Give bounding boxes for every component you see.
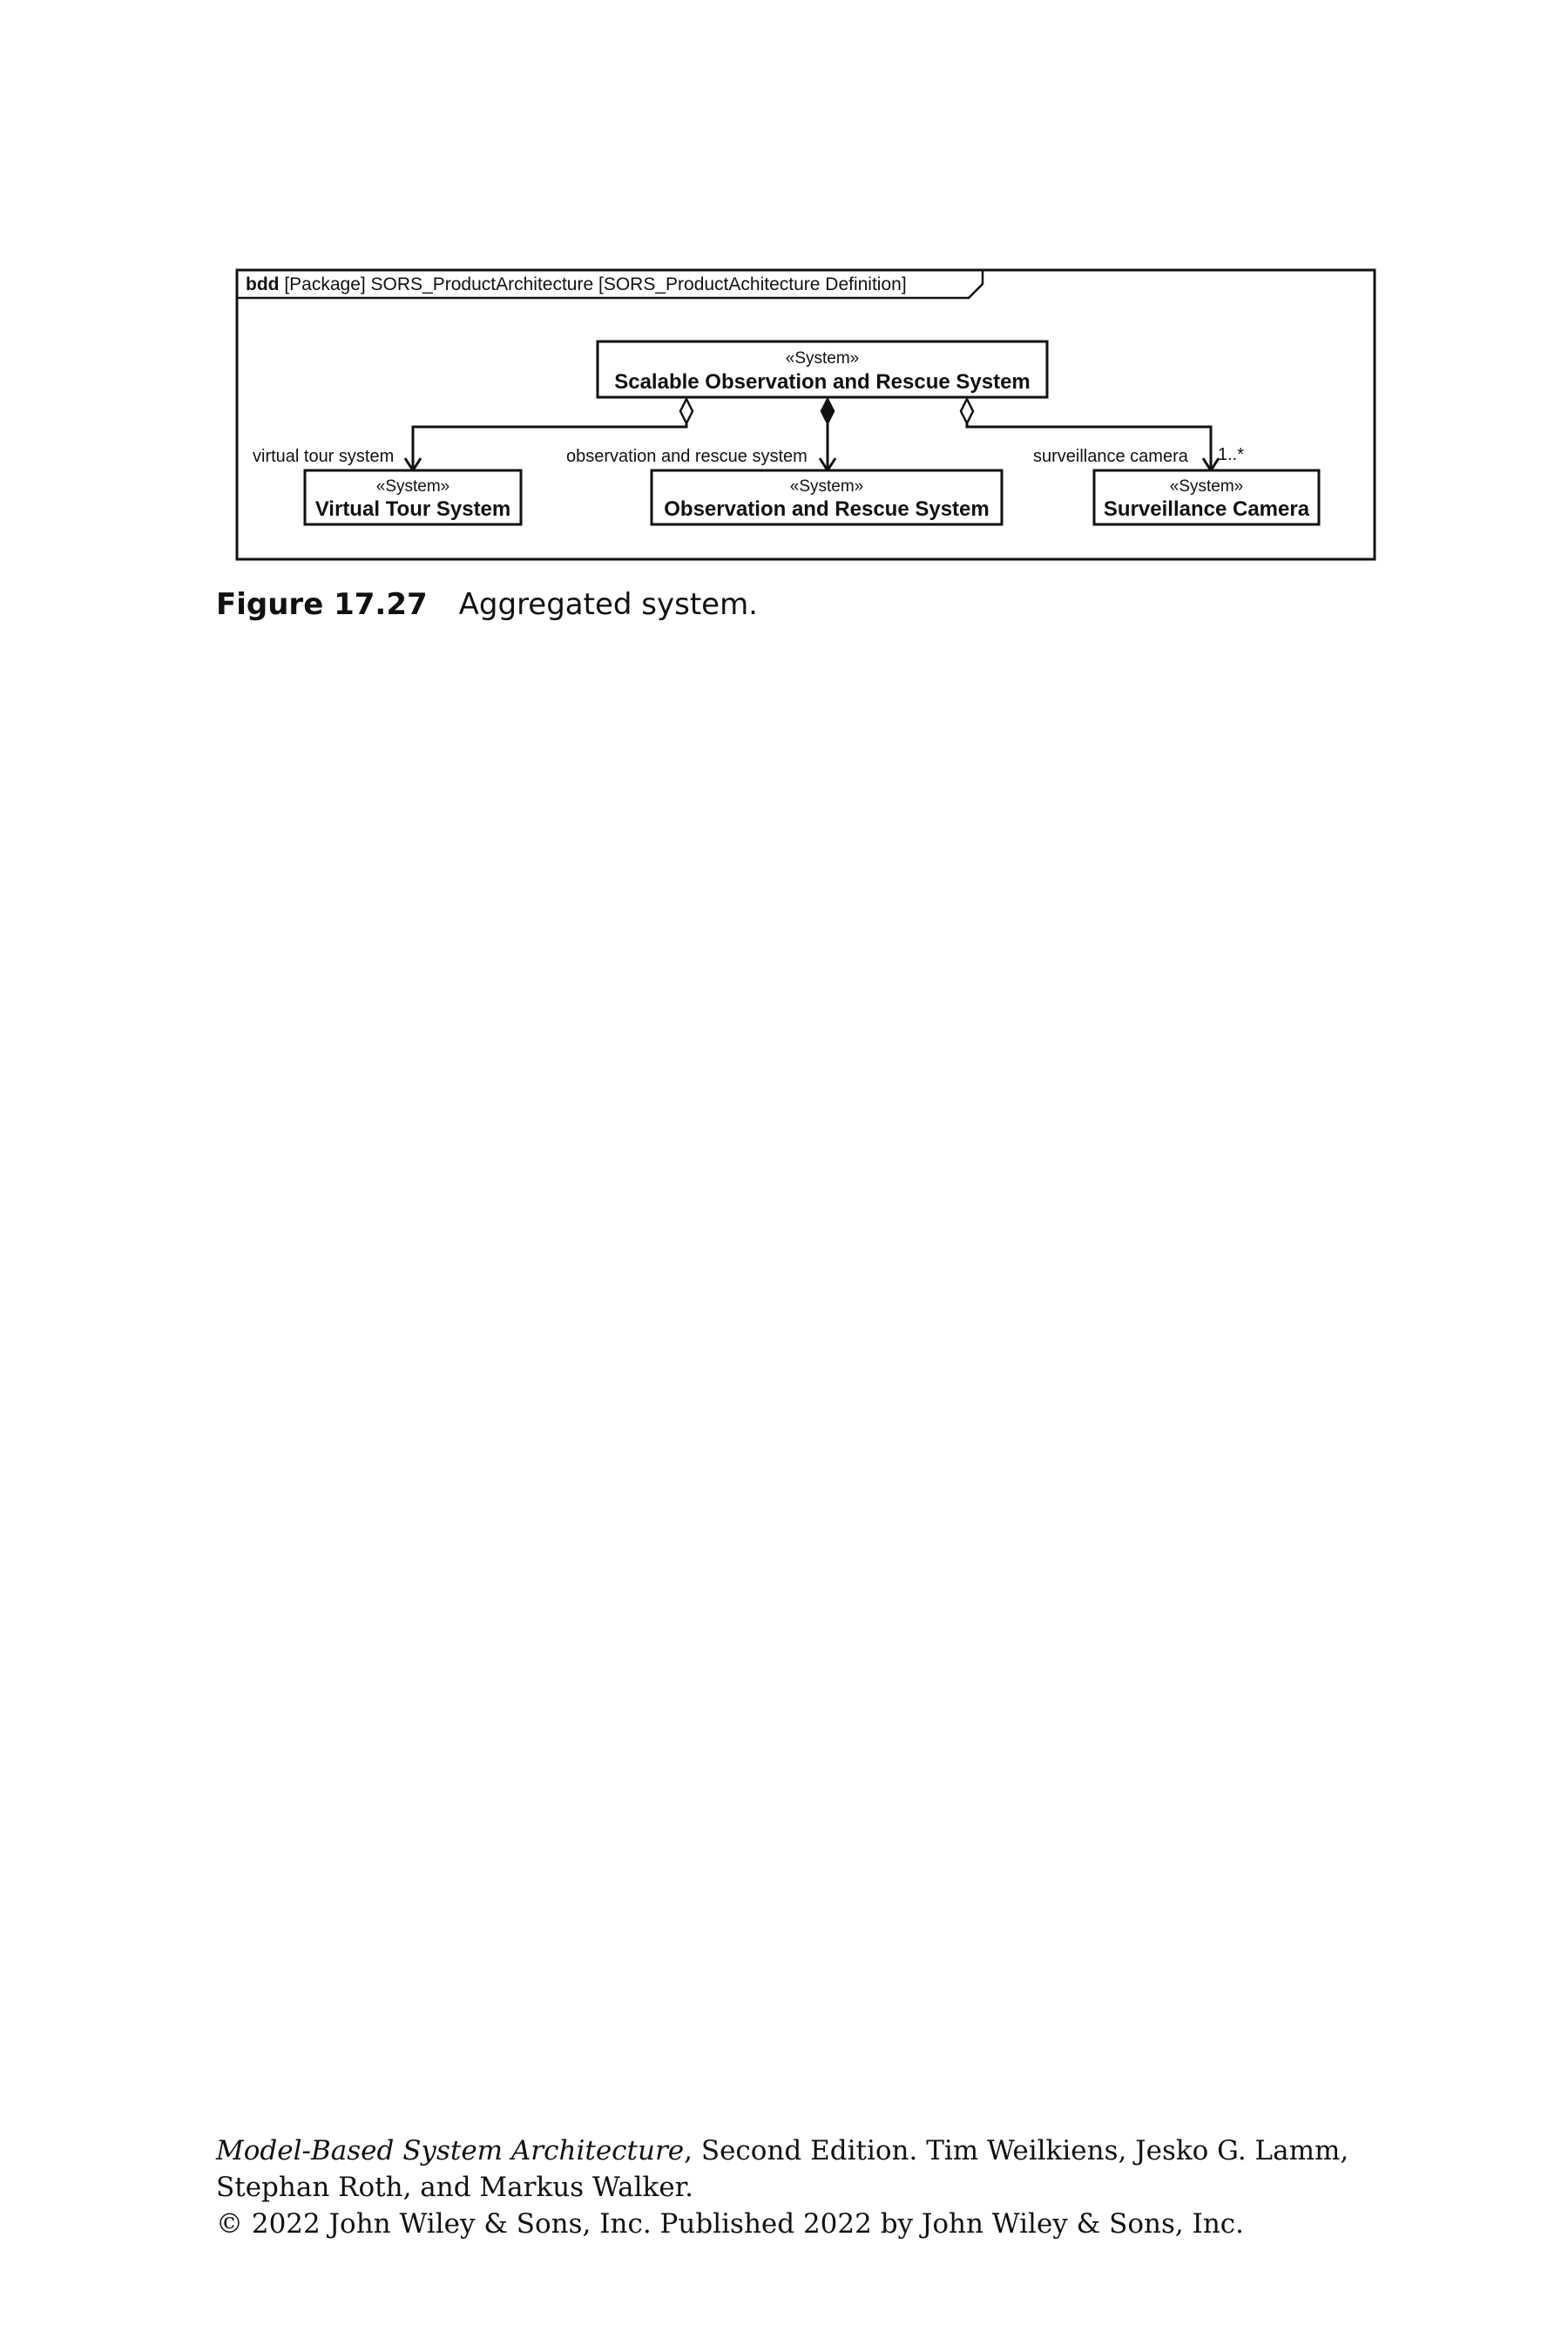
footer-line-1: [216, 2132, 1348, 2169]
frame-kind: bdd: [246, 274, 280, 294]
block-root[interactable]: [598, 341, 1047, 397]
footer-line-3: © 2022 John Wiley & Sons, Inc. Published 2022 by John Wiley & Sons, Inc.: [216, 2208, 1245, 2240]
footer-line-1-rest: , Second Edition. Tim Weilkiens, Jesko G. Lamm,: [684, 2135, 1349, 2166]
role-label-virtual-tour: virtual tour system: [253, 447, 395, 466]
book-title: Model-Based System Architecture: [216, 2135, 685, 2166]
role-label-obs-rescue: observation and rescue system: [566, 447, 808, 466]
block-obs-rescue-name: Observation and Rescue System: [664, 497, 990, 521]
block-virtual-tour[interactable]: [305, 470, 521, 524]
figure-number: Figure 17.27: [216, 587, 428, 622]
copyright-footer: [216, 2132, 1348, 2242]
block-virtual-tour-name: Virtual Tour System: [314, 497, 511, 521]
block-root-stereotype: «System»: [785, 349, 860, 368]
block-obs-rescue-stereotype: «System»: [789, 477, 864, 496]
relation-obs-rescue[interactable]: [820, 399, 835, 470]
role-label-camera: surveillance camera: [1033, 447, 1188, 466]
block-obs-rescue[interactable]: [652, 470, 1002, 524]
bdd-diagram: [0, 0, 1568, 592]
frame-header: [246, 274, 907, 294]
figure-caption: [216, 587, 758, 622]
block-root-name: Scalable Observation and Rescue System: [614, 370, 1031, 394]
figure-caption-text: Aggregated system.: [458, 587, 758, 622]
block-camera[interactable]: [1094, 470, 1319, 524]
block-camera-name: Surveillance Camera: [1103, 497, 1310, 521]
block-virtual-tour-stereotype: «System»: [375, 477, 450, 496]
block-camera-stereotype: «System»: [1169, 477, 1244, 496]
multiplicity-camera: 1..*: [1218, 445, 1245, 464]
footer-line-2: Stephan Roth, and Markus Walker.: [216, 2172, 693, 2203]
frame-header-rest: [Package] SORS_ProductArchitecture [SORS_ProductAchitecture Definition]: [279, 274, 907, 294]
